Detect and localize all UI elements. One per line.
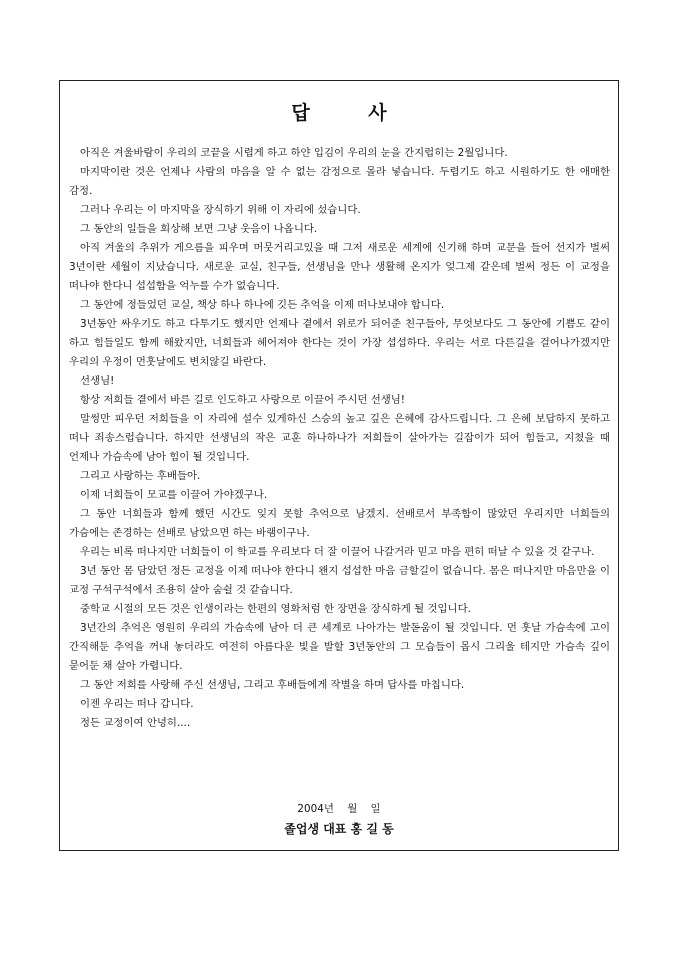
- paragraph: 말썽만 피우던 저희들을 이 자리에 설수 있게하신 스승의 높고 깊은 은혜에 감사드립니다. 그 은혜 보답하지 못하고 떠나 죄송스럽습니다. 하지만 선생님의 작은 교훈 하나하나가 저희들이 살아가는 길잡이가 되어 힘들고, 지쳤을 때 언제나 가슴속에 남아 힘이 될 것입니다.: [69, 413, 610, 463]
- paragraph: 그러나 우리는 이 마지막을 장식하기 위해 이 자리에 섰습니다.: [80, 204, 361, 216]
- document-frame: [59, 80, 619, 851]
- paragraph: 3년동안 싸우기도 하고 다투기도 했지만 언제나 곁에서 위로가 되어준 친구들아, 무엇보다도 그 동안에 기쁨도 같이 하고 힘들일도 함께 해왔지만, 너희들과 헤어져야 한다는 것이 가장 섭섭하다. 우리는 서로 다른길을 걸어나가겠지만 우리의 우정이 먼훗날에도 변치않길 바란다.: [69, 318, 610, 368]
- paragraph: 선생님!: [80, 375, 115, 387]
- signature: 졸업생 대표 홍 길 동: [284, 822, 394, 836]
- paragraph: 그 동안 저희를 사랑해 주신 선생님, 그리고 후배들에게 작별을 하며 답사를 마칩니다.: [80, 679, 465, 691]
- paragraph: 항상 저희들 곁에서 바른 길로 인도하고 사랑으로 이끌어 주시던 선생님!: [80, 394, 405, 406]
- paragraph: 아직은 겨울바람이 우리의 코끝을 시렵게 하고 하얀 입김이 우리의 눈을 간지럽히는 2월입니다.: [80, 147, 508, 159]
- paragraph: 3년 동안 몸 담았던 정든 교정을 이제 떠나야 한다니 왠지 섭섭한 마음 금할길이 없습니다. 몸은 떠나지만 마음만을 이 교정 구석구석에서 조용히 살아 숨쉴 것 같습니다.: [69, 565, 610, 596]
- paragraph: 이제 너희들이 모교를 이끌어 가야겠구나.: [80, 489, 268, 501]
- paragraph: 그 동안에 정들었던 교실, 책상 하나 하나에 깃든 추억을 이제 떠나보내야 합니다.: [80, 299, 445, 311]
- document-date: 2004년 월 일: [297, 803, 381, 815]
- paragraph: 그 동안 너희들과 함께 했던 시간도 잊지 못할 추억으로 남겠지. 선배로서 부족함이 많았던 우리지만 너희들의 가슴에는 존경하는 선배로 남았으면 하는 바램이구나.: [69, 508, 610, 539]
- paragraph: 우리는 비록 떠나지만 너희들이 이 학교를 우리보다 더 잘 이끌어 나갈거라 믿고 마음 편히 떠날 수 있을 것 같구나.: [80, 546, 595, 558]
- paragraph: 마지막이란 것은 언제나 사람의 마음을 알 수 없는 감정으로 몰라 넣습니다. 두렵기도 하고 시원하기도 한 애매한 감정.: [69, 166, 610, 197]
- paragraph: 3년간의 추억은 영원히 우리의 가슴속에 남아 더 큰 세계로 나아가는 발돋움이 될 것입니다. 먼 훗날 가슴속에 고이 간직해둔 추억을 꺼내 놓더라도 여전히 아름다운 빛을 발할 3년동안의 그 모습들이 몹시 그리울 테지만 가슴속 깊이 묻어둔 채 살아 가렵니다.: [69, 622, 610, 672]
- paragraph: 그 동안의 일들을 회상해 보면 그냥 웃음이 나옵니다.: [80, 223, 318, 235]
- document-body: [69, 144, 610, 733]
- paragraph: 이젠 우리는 떠나 갑니다.: [80, 698, 194, 710]
- paragraph: 중학교 시절의 모든 것은 인생이라는 한편의 영화처럼 한 장면을 장식하게 될 것입니다.: [80, 603, 471, 615]
- paragraph: 그리고 사랑하는 후배들아.: [80, 470, 201, 482]
- paragraph: 아직 겨울의 추위가 게으름을 피우며 머뭇거리고있을 때 그저 새로운 세계에 신기해 하며 교문을 들어 선지가 벌써 3년이란 세월이 지났습니다. 새로운 교실, 친구들, 선생님을 만나 생활해 온지가 엊그제 같은데 벌써 정든 이 교정을 떠나야 한다니 섭섭함을 억누를 수가 없습니다.: [69, 242, 610, 292]
- paragraph: 정든 교정이여 안녕히....: [80, 717, 191, 729]
- document-title: 답 사: [291, 102, 413, 124]
